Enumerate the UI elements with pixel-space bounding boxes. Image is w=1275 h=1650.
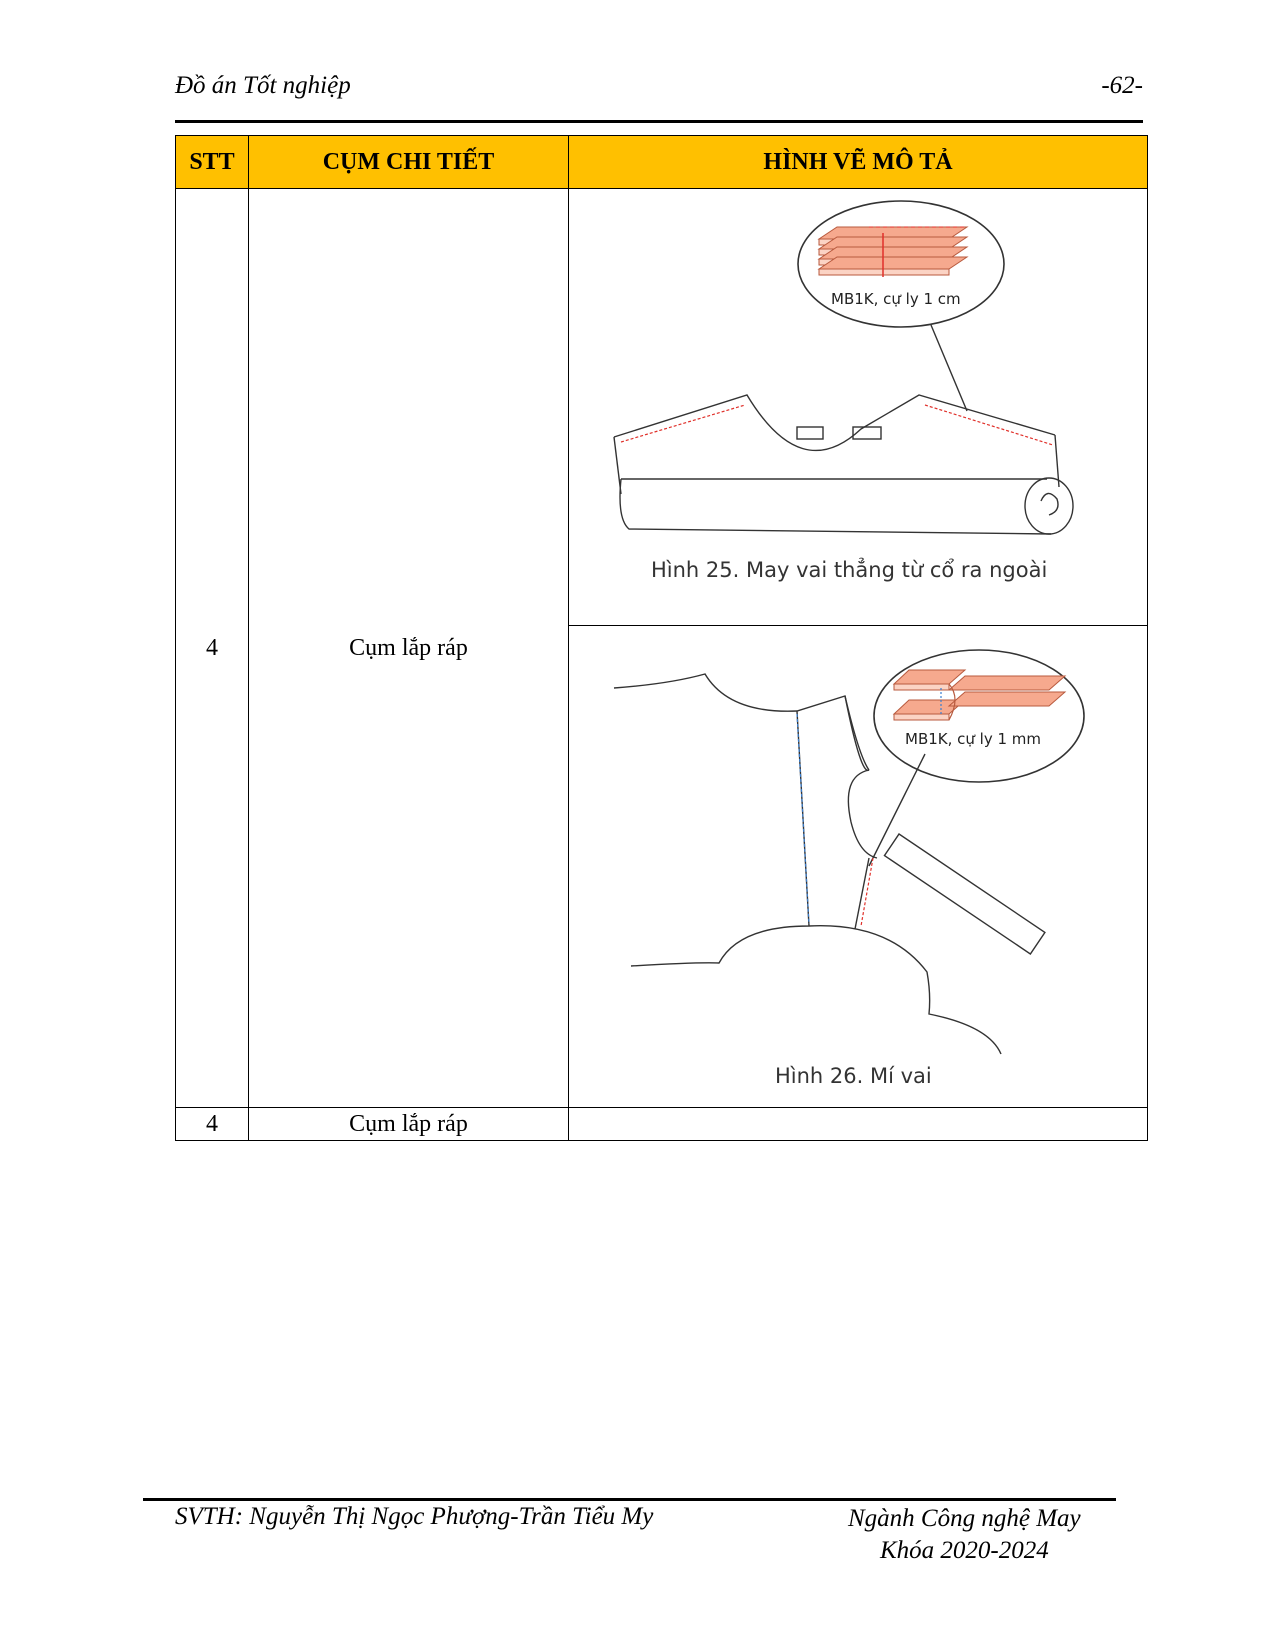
page-number: -62-: [1101, 72, 1143, 99]
document-title: Đồ án Tốt nghiệp: [175, 72, 351, 99]
figure-25-shoulder-seam: [569, 189, 1124, 625]
row-stt: 4: [176, 1108, 249, 1141]
footer-program: [848, 1503, 1081, 1567]
table-header-row: [176, 136, 1148, 189]
row-cum-chi-tiet: Cụm lắp ráp: [249, 1108, 569, 1141]
header-hinh-ve-mo-ta: HÌNH VẼ MÔ TẢ: [569, 136, 1148, 189]
figure-25-caption: Hình 25. May vai thẳng từ cổ ra ngoài: [651, 558, 1048, 582]
figure-25-callout-label: MB1K, cự ly 1 cm: [831, 290, 961, 308]
footer-divider: [143, 1498, 1116, 1501]
header-divider: [175, 120, 1143, 123]
figure-25-cell: [569, 189, 1148, 626]
figure-26-cell: [569, 626, 1148, 1108]
header-stt: STT: [176, 136, 249, 189]
table-row: [176, 1108, 1148, 1141]
fabric-layers-icon: [819, 227, 967, 277]
fabric-fold-icon: [894, 670, 1065, 720]
footer-course: Khóa 2020-2024: [879, 1537, 1049, 1564]
row-cum-chi-tiet: Cụm lắp ráp: [249, 189, 569, 1108]
figure-26-shoulder-topstitch: [569, 626, 1124, 1107]
garment-shoulder-drawing: [614, 395, 1073, 534]
figure-26-caption: Hình 26. Mí vai: [775, 1064, 932, 1088]
empty-figure-cell: [569, 1108, 1148, 1141]
assembly-table: [175, 135, 1148, 1141]
table-row: [176, 189, 1148, 626]
figure-26-callout-label: MB1K, cự ly 1 mm: [905, 730, 1042, 748]
page-header: [175, 72, 1143, 108]
footer-major: Ngành Công nghệ May: [848, 1505, 1081, 1532]
row-stt: 4: [176, 189, 249, 1108]
footer-author: SVTH: Nguyễn Thị Ngọc Phượng-Trần Tiểu My: [175, 1503, 654, 1530]
header-cum-chi-tiet: CỤM CHI TIẾT: [249, 136, 569, 189]
